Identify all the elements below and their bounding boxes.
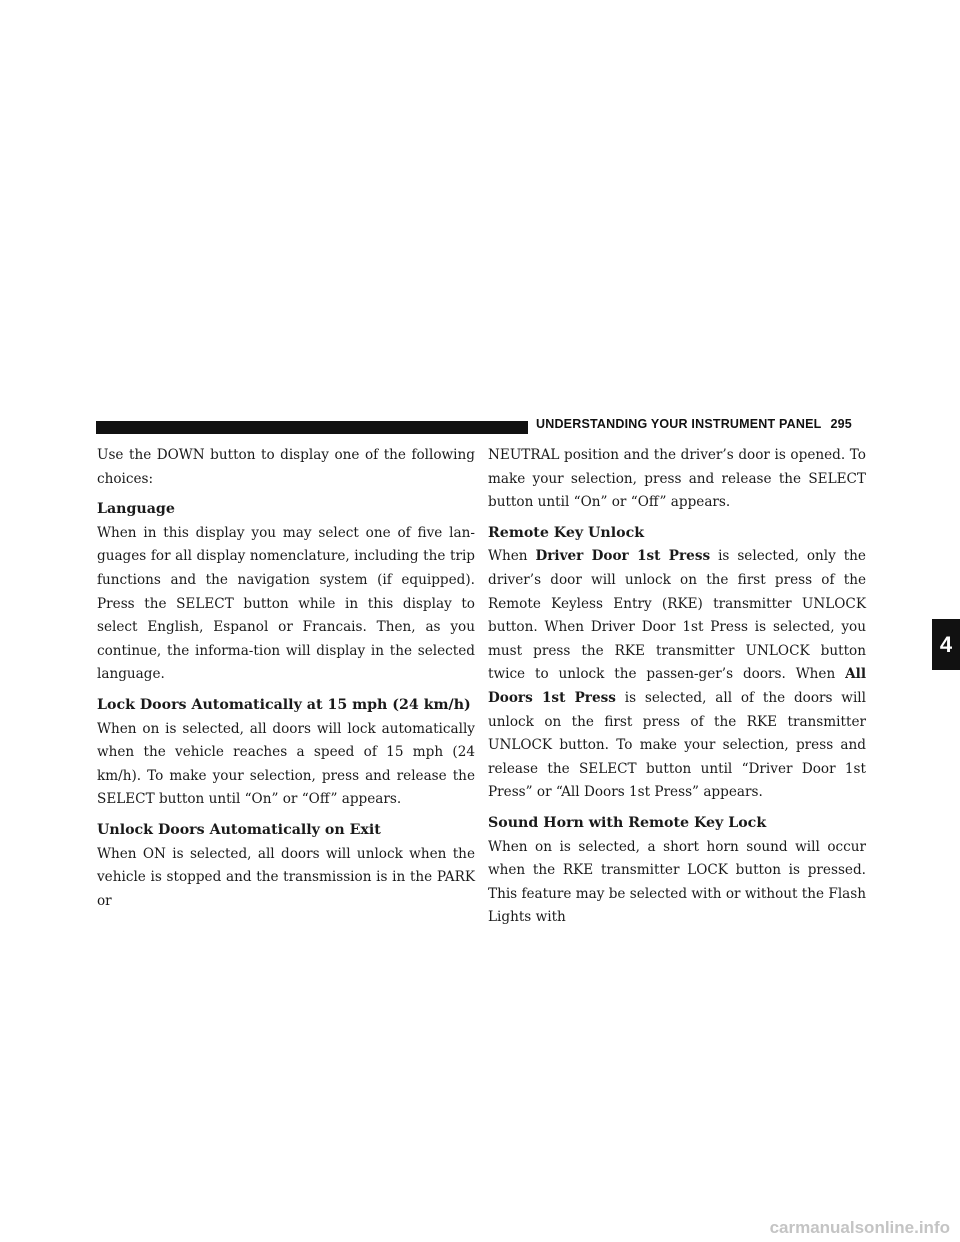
unlock-doors-paragraph: When ON is selected, all doors will unlock when the vehicle is stopped and the transmission is in the PARK or — [97, 845, 475, 909]
watermark: carmanualsonline.info — [769, 1218, 950, 1237]
text-run: is selected, only the driver’s door will unlock on the first press of the Remote Keyless Entry (RKE) transmitter UNLOCK button. When Driver Door 1st Press is selected, you must press the RKE transmitter UNLOCK button twice to unlock the passen-ger’s doors. When — [488, 548, 866, 683]
lock-doors-paragraph: When on is selected, all doors will lock automatically when the vehicle reaches a speed of 15 mph (24 km/h). To make your selection, press and release the SELECT button until “On” or “Off” appears. — [97, 720, 475, 808]
remote-key-unlock-paragraph — [488, 545, 866, 805]
right-column — [488, 444, 866, 937]
language-paragraph: When in this display you may select one of five lan-guages for all display nomenclature, including the trip functions and the navigation system (if equipped). Press the SELECT button while in this display to select English, Espanol or Francais. Then, as you continue, the informa-tion will display in the selected language. — [97, 524, 475, 683]
bold-term: All Doors 1st Press — [488, 666, 866, 706]
bold-term: Driver Door 1st Press — [535, 548, 711, 565]
text-run: When — [488, 548, 536, 565]
language-heading: Language — [97, 501, 175, 518]
header-rule — [96, 421, 528, 434]
text-run: is selected, all of the doors will unlock on the first press of the RKE transmitter UNLOCK button. To make your selection, press and release the SELECT button until “Driver Door 1st Press” or “All Doors 1st Press” appears. — [488, 689, 866, 801]
chapter-tab: 4 — [932, 619, 960, 670]
unlock-doors-heading: Unlock Doors Automatically on Exit — [97, 821, 381, 838]
running-header — [536, 417, 852, 431]
intro-paragraph: Use the DOWN button to display one of the following choices: — [97, 447, 475, 487]
remote-key-unlock-heading: Remote Key Unlock — [488, 524, 645, 541]
unlock-doors-continued: NEUTRAL position and the driver’s door is opened. To make your selection, press and release the SELECT button until “On” or “Off” appears. — [488, 447, 866, 511]
sound-horn-heading: Sound Horn with Remote Key Lock — [488, 814, 767, 831]
page-number: 295 — [830, 417, 852, 431]
section-title: UNDERSTANDING YOUR INSTRUMENT PANEL — [536, 417, 822, 431]
lock-doors-heading: Lock Doors Automatically at 15 mph (24 km/h) — [97, 696, 471, 713]
sound-horn-paragraph: When on is selected, a short horn sound will occur when the RKE transmitter LOCK button is pressed. This feature may be selected with or without the Flash Lights with — [488, 838, 866, 926]
left-column — [97, 444, 475, 920]
